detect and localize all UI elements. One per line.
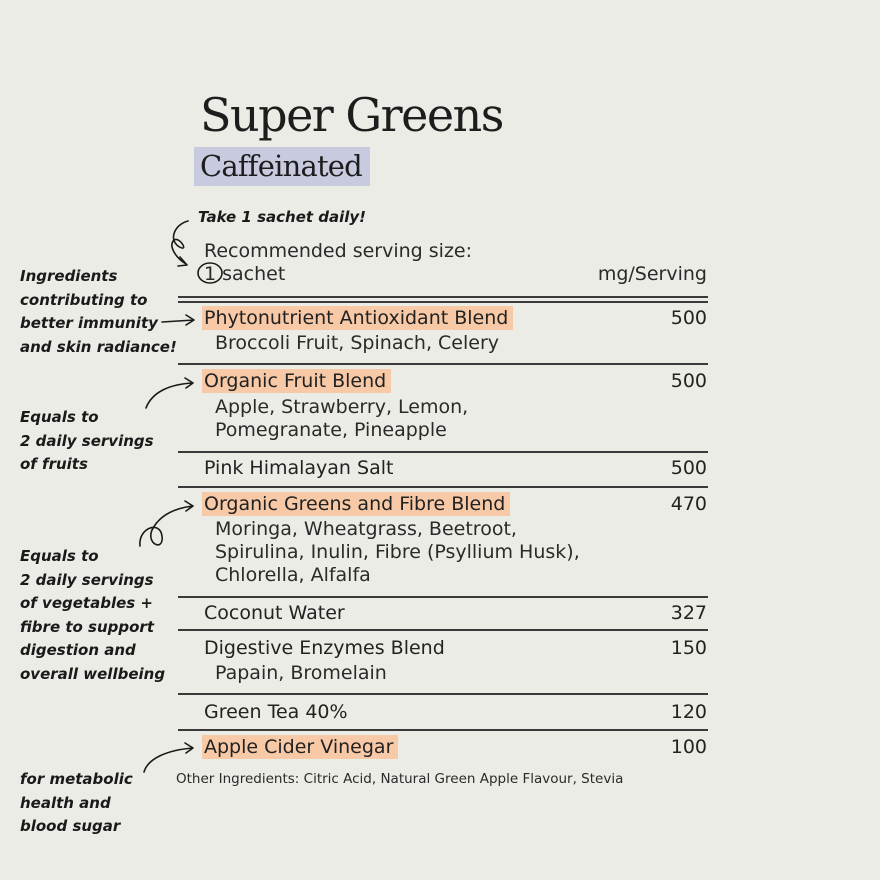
arrow-metabolic xyxy=(144,743,193,772)
ingredient-name: Organic Fruit Blend xyxy=(202,369,391,393)
ingredient-value: 500 xyxy=(670,370,707,392)
ingredient-value: 150 xyxy=(670,637,707,659)
note-daily: Take 1 sachet daily! xyxy=(198,208,367,226)
ingredient-detail: Apple, Strawberry, Lemon, Pomegranate, Pineapple xyxy=(215,396,469,441)
note-metabolic: for metabolic health and blood sugar xyxy=(20,770,133,835)
ingredient-name: Apple Cider Vinegar xyxy=(202,735,398,759)
ingredient-name: Coconut Water xyxy=(204,602,345,624)
ingredient-name: Pink Himalayan Salt xyxy=(204,457,394,479)
note-fruits: Equals to 2 daily servings of fruits xyxy=(20,408,154,473)
ingredient-detail: Broccoli Fruit, Spinach, Celery xyxy=(215,332,500,354)
ingredient-value: 120 xyxy=(670,701,707,723)
ingredient-name: Digestive Enzymes Blend xyxy=(204,637,445,659)
ingredient-value: 100 xyxy=(670,736,707,758)
unit-column-header: mg/Serving xyxy=(597,263,707,285)
arrow-immunity xyxy=(162,315,194,325)
ingredient-name: Phytonutrient Antioxidant Blend xyxy=(202,306,513,330)
ingredient-name: Green Tea 40% xyxy=(204,701,348,723)
ingredient-value: 470 xyxy=(670,493,707,515)
ingredient-detail: Moringa, Wheatgrass, Beetroot, Spirulina, Inulin, Fibre (Psyllium Husk), Chlorella, Alfalfa xyxy=(215,518,580,586)
subtitle-badge: Caffeinated xyxy=(194,147,370,186)
serving-size-label: Recommended serving size: xyxy=(204,240,473,262)
ingredient-detail: Papain, Bromelain xyxy=(215,662,387,684)
page-title: Super Greens xyxy=(200,88,503,142)
ingredient-value: 500 xyxy=(670,307,707,329)
circle-mark-serving xyxy=(198,263,222,283)
arrow-vegetables xyxy=(140,501,193,546)
note-vegetables: Equals to 2 daily servings of vegetables + fibre to support digestion and overall wellbeing xyxy=(20,547,166,683)
ingredient-value: 327 xyxy=(670,602,707,624)
note-immunity: Ingredients contributing to better immunity and skin radiance! xyxy=(20,267,177,356)
other-ingredients-label: Other Ingredients: xyxy=(176,771,300,787)
other-ingredients-text: Citric Acid, Natural Green Apple Flavour, Stevia xyxy=(299,771,624,787)
curl-arrow-daily xyxy=(172,221,188,266)
ingredient-name: Organic Greens and Fibre Blend xyxy=(202,492,510,516)
arrow-fruits xyxy=(146,378,193,408)
serving-size-quantity: 1 sachet xyxy=(204,263,286,285)
ingredient-value: 500 xyxy=(670,457,707,479)
